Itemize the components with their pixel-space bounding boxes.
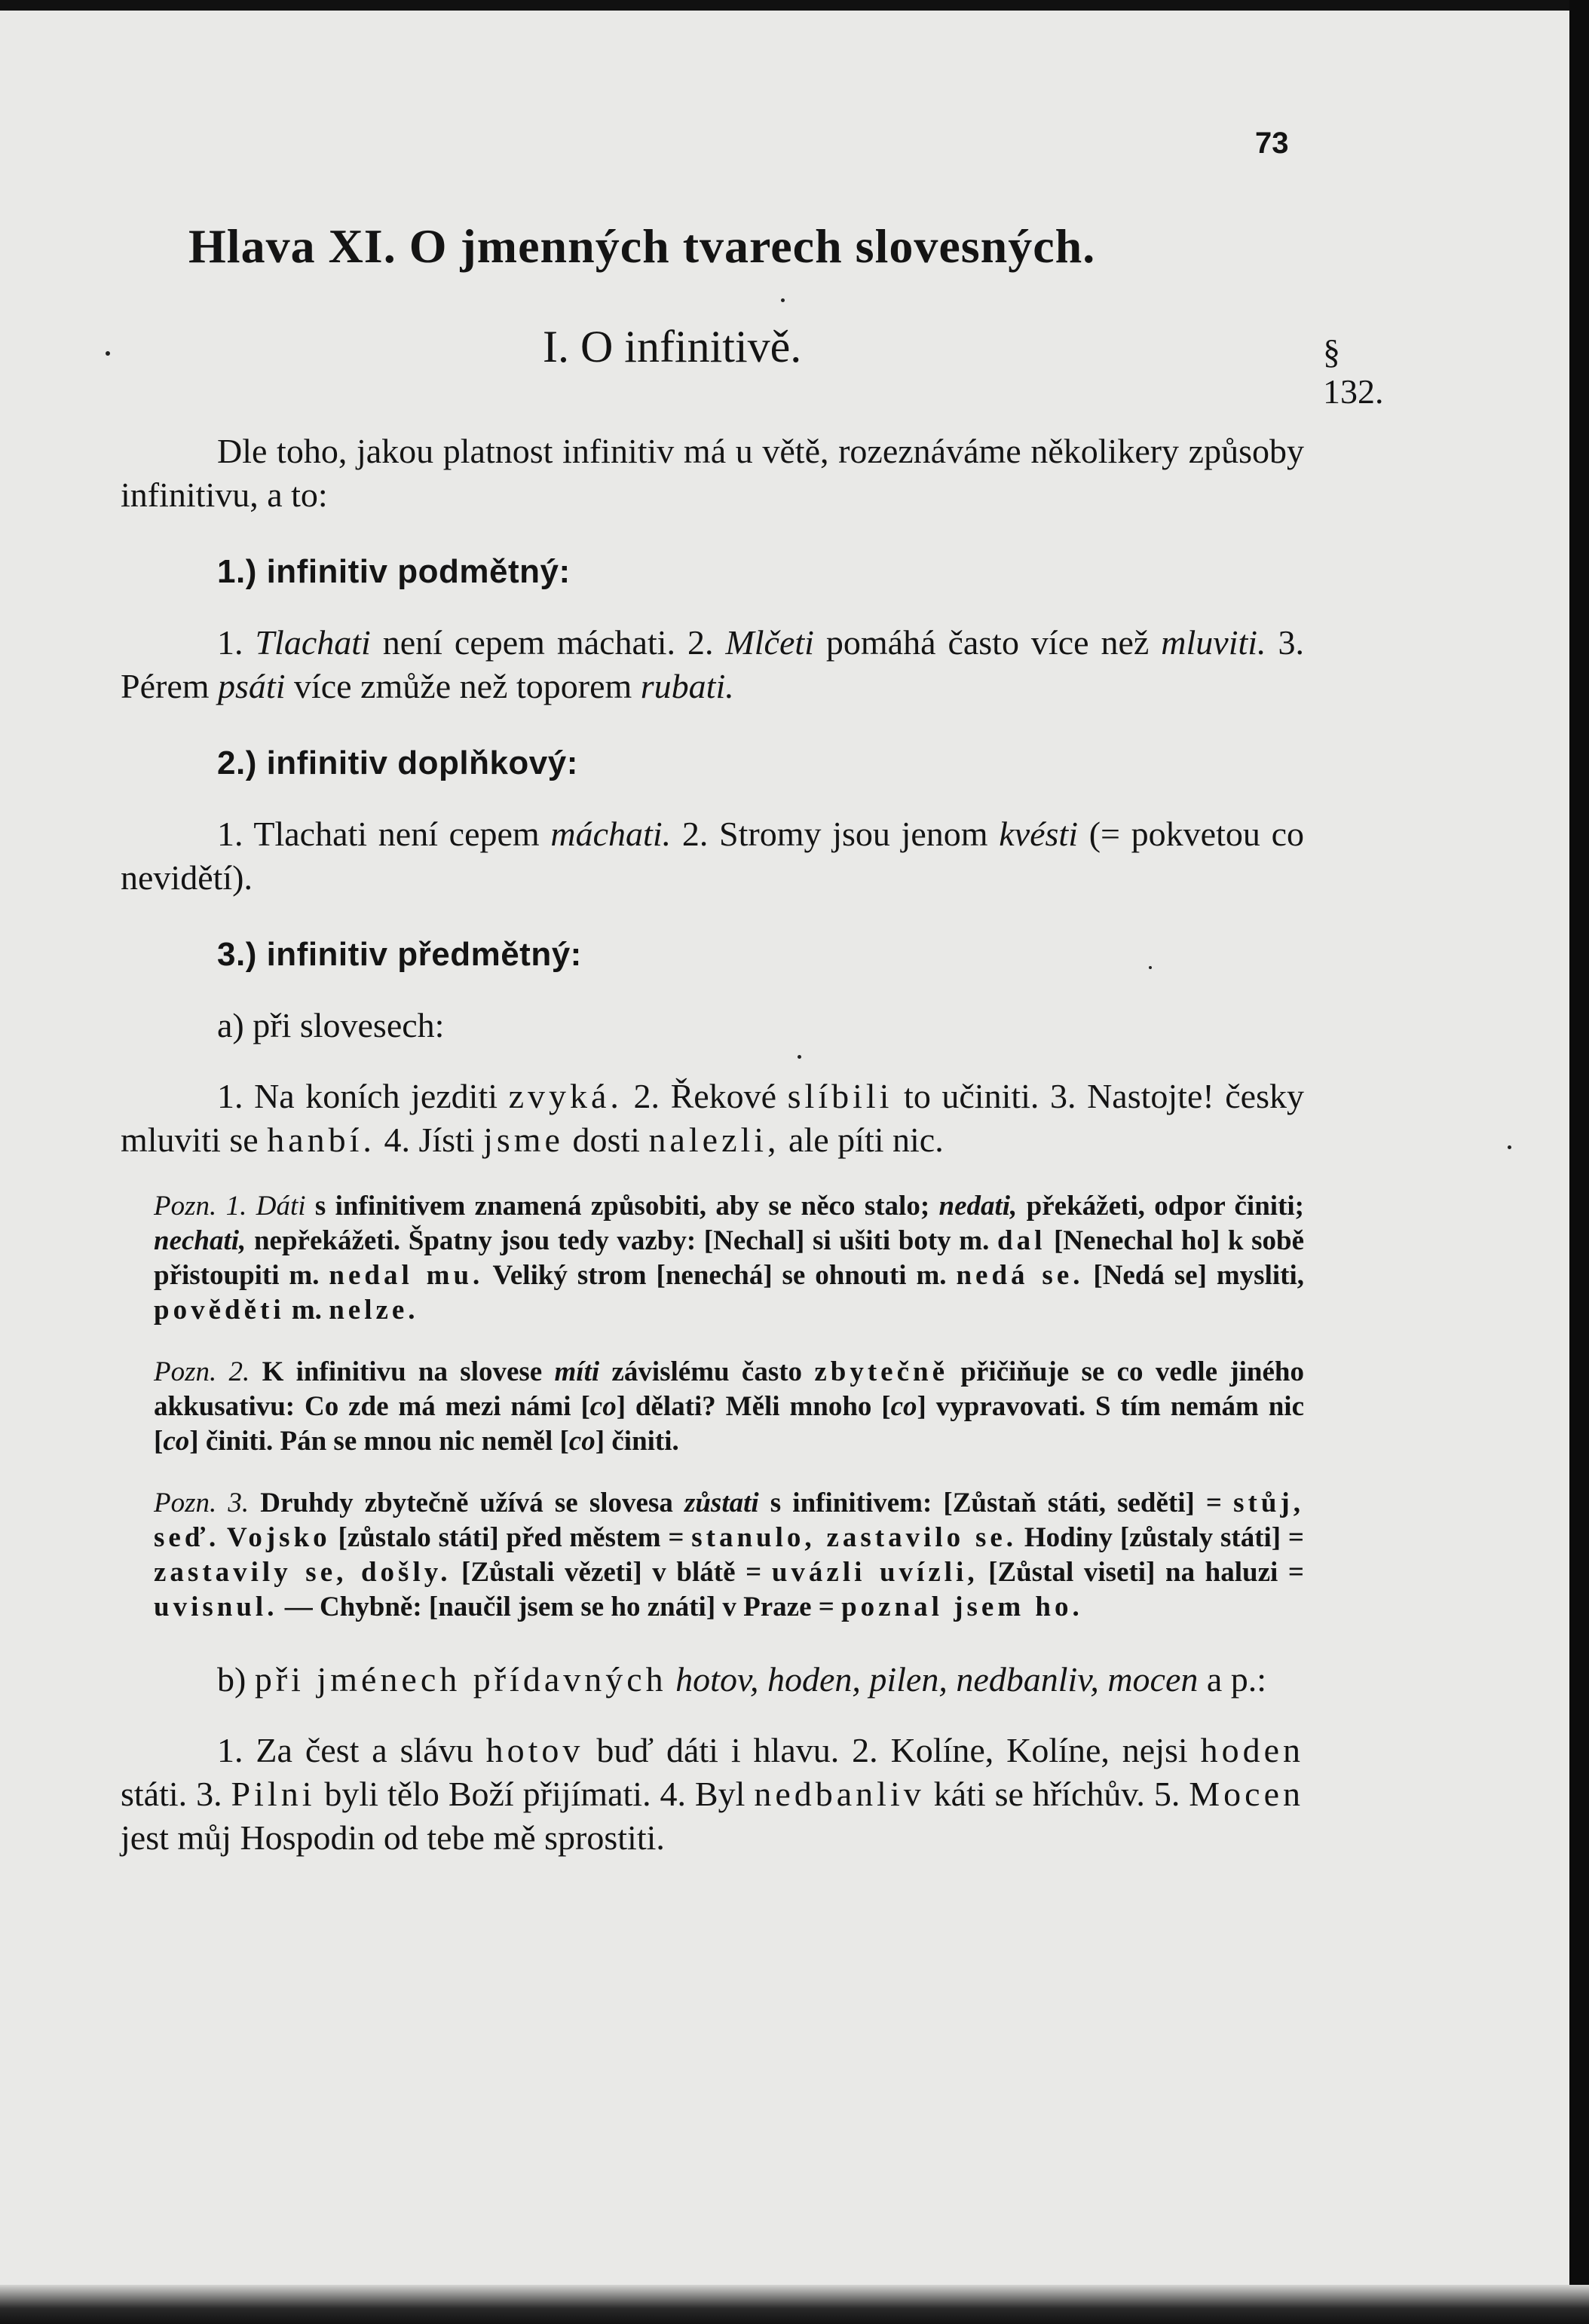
heading-complement-infinitive: 2.) infinitiv doplňkový:: [217, 745, 578, 781]
subheading-adjectives: b) při jménech přídavných hotov, hoden, pilen, nedbanliv, mocen a p.:: [217, 1660, 1267, 1699]
scan-speck: [798, 1055, 801, 1059]
examples-subject: 1. Tlachati není cepem máchati. 2. Mlčeti pomáhá často více než mluviti. 3. Pérem psáti více zmůže než toporem rubati.: [121, 623, 1305, 705]
examples-complement: 1. Tlachati není cepem máchati. 2. Stromy jsou jenom kvésti (= pokvetou co nevidětí).: [121, 815, 1304, 897]
section-title: I. O infinitivě.: [543, 322, 802, 372]
page-number: 73: [1255, 127, 1289, 160]
scan-border-bottom: [0, 2285, 1589, 2324]
note-1: Pozn. 1. Dáti s infinitivem znamená způsobiti, aby se něco stalo; nedati, překážeti, odpor činiti; nechati, nepřekážeti. Špatny jsou tedy vazby: [Nechal] si ušiti boty m. dal [Nenechal ho] k sobě přistoupiti m. nedal mu. Veliký strom [nenechá] se ohnouti m. nedá se. [Nedá se] mysliti, pověděti m. nelze.: [154, 1191, 1304, 1326]
scan-speck: [781, 298, 785, 302]
heading-object-infinitive: 3.) infinitiv předmětný:: [217, 936, 582, 973]
examples-adjectives: 1. Za čest a slávu hotov buď dáti i hlavu. 2. Kolíne, Kolíne, nejsi hoden státi. 3. Pilni byli tělo Boží přijímati. 4. Byl nedbanliv káti se hříchův. 5. Mocen jest můj Hospodin od tebe mě sprostiti.: [121, 1731, 1305, 1857]
subheading-verbs: a) při slovesech:: [217, 1006, 445, 1044]
paragraph-mark: § 132.: [1323, 332, 1384, 411]
note-2: Pozn. 2. K infinitivu na slovese míti závislému často zbytečně přičiňuje se co vedle jiného akkusativu: Co zde má mezi námi [co] dělati? Měli mnoho [co] vypravovati. S tím nemám nic [co] činiti. Pán se mnou nic neměl [co] činiti.: [154, 1356, 1305, 1457]
scan-border-right: [1569, 0, 1589, 2324]
scan-speck: [1149, 966, 1152, 969]
examples-verbs: 1. Na koních jezditi zvyká. 2. Řekové slíbili to učiniti. 3. Nastojte! česky mluviti se hanbí. 4. Jísti jsme dosti nalezli, ale píti nic.: [121, 1077, 1304, 1159]
heading-subject-infinitive: 1.) infinitiv podmětný:: [217, 553, 571, 590]
scan-speck: [1508, 1145, 1511, 1149]
note-3: Pozn. 3. Druhdy zbytečně užívá se slovesa zůstati s infinitivem: [Zůstaň státi, seděti] = stůj, seď. Vojsko [zůstalo státi] před městem = stanulo, zastavilo se. Hodiny [zůstaly státi] = zastavily se, došly. [Zůstali vězeti] v blátě = uvázli uvízli, [Zůstal viseti] na haluzi = uvisnul. — Chybně: [naučil jsem se ho znáti] v Praze = poznal jsem ho.: [154, 1488, 1305, 1622]
scan-speck: [106, 351, 110, 356]
scan-border-top: [0, 0, 1589, 11]
page-body: [121, 430, 1304, 1860]
chapter-title: Hlava XI. O jmenných tvarech slovesných.: [188, 219, 1096, 273]
intro-paragraph: Dle toho, jakou platnost infinitiv má u větě, rozeznáváme několikery způsoby infinitivu, a to:: [121, 432, 1304, 514]
